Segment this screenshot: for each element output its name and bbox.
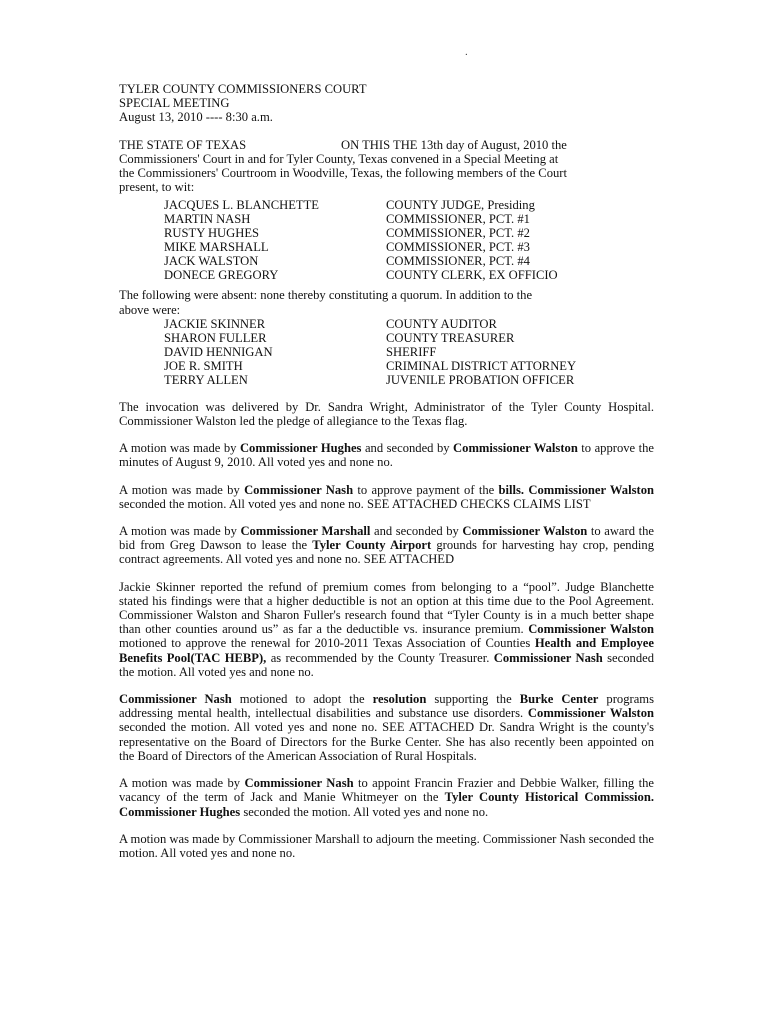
list-item [164, 331, 654, 345]
list-item [164, 317, 654, 331]
member-role: COMMISSIONER, PCT. #1 [386, 212, 530, 227]
official-name: SHARON FULLER [164, 330, 267, 345]
commissioner-name: Commissioner Walston [528, 482, 654, 497]
intro-line-3: the Commissioners' Courtroom in Woodville, Texas, the following members of the Court [119, 166, 567, 181]
airport-motion-paragraph: A motion was made by Commissioner Marshall and seconded by Commissioner Walston to award the bid from Greg Dawson to lease the Tyler County Airport grounds for harvesting hay crop, pending contract agreements. All voted yes and none no. SEE ATTACHED [119, 524, 654, 567]
commissioner-name: Commissioner Walston [453, 441, 578, 456]
list-item [164, 198, 654, 212]
intro-paragraph [119, 138, 654, 195]
commissioner-name: Commissioner Hughes [239, 441, 362, 456]
list-item [164, 345, 654, 359]
member-name: MIKE MARSHALL [164, 240, 269, 255]
present-members-list [119, 198, 654, 282]
member-role: COUNTY JUDGE, Presiding [386, 198, 535, 213]
official-name: JOE R. SMITH [164, 358, 243, 373]
other-officials-list [119, 317, 654, 387]
member-name: RUSTY HUGHES [164, 226, 260, 241]
official-role: COUNTY TREASURER [386, 330, 515, 345]
intro-date-text: ON THIS THE 13th day of August, 2010 the [341, 137, 567, 152]
resolution-term: resolution [372, 692, 427, 707]
insurance-motion-paragraph: Jackie Skinner reported the refund of premium comes from belonging to a “pool”. Judge Blanchette stated his findings were that a higher deductible is not an option at this time due to the Pool Agreement. Commissioner Walston and Sharon Fuller's research found that “Tyler County is in a much better shape than other counties around us” as far a the deductible vs. insurance premium. Commissioner Walston motioned to approve the renewal for 2010-2011 Texas Association of Counties Health and Employee Benefits Pool(TAC HEBP), as recommended by the County Treasurer. Commissioner Nash seconded the motion. All voted yes and none no. [119, 579, 655, 679]
airport-term: Tyler County Airport [312, 538, 432, 553]
document-header [119, 82, 654, 125]
official-role: COUNTY AUDITOR [386, 316, 497, 331]
scan-mark: . [465, 46, 468, 58]
commissioner-name: Commissioner Marshall [240, 524, 371, 539]
meeting-date: August 13, 2010 ---- 8:30 a.m. [119, 110, 273, 125]
state-label: THE STATE OF TEXAS [119, 137, 247, 152]
member-role: COMMISSIONER, PCT. #3 [386, 240, 530, 255]
commissioner-name: Commissioner Nash [119, 692, 232, 707]
list-item [164, 240, 654, 254]
intro-line-2: Commissioners' Court in and for Tyler County, Texas convened in a Special Meeting at [119, 151, 559, 166]
adjourn-paragraph: A motion was made by Commissioner Marshall to adjourn the meeting. Commissioner Nash seconded the motion. All voted yes and none no. [119, 831, 654, 860]
absent-line-1: The following were absent: none thereby constituting a quorum. In addition to the [119, 288, 533, 303]
official-role: JUVENILE PROBATION OFFICER [386, 372, 575, 387]
list-item [164, 359, 654, 373]
official-name: TERRY ALLEN [164, 372, 248, 387]
historical-commission-paragraph: A motion was made by Commissioner Nash to appoint Francin Frazier and Debbie Walker, filling the vacancy of the term of Jack and Manie Whitmeyer on the Tyler County Historical Commission. Commissioner Hughes seconded the motion. All voted yes and none no. [119, 776, 654, 819]
absent-line-2: above were: [119, 302, 181, 317]
commissioner-name: Commissioner Walston [528, 622, 654, 637]
member-role: COMMISSIONER, PCT. #2 [386, 226, 530, 241]
list-item [164, 373, 654, 387]
member-name: JACK WALSTON [164, 254, 259, 269]
member-name: JACQUES L. BLANCHETTE [164, 198, 319, 213]
invocation-paragraph: The invocation was delivered by Dr. Sandra Wright, Administrator of the Tyler County Hospital. Commissioner Walston led the pledge of allegiance to the Texas flag. [119, 399, 654, 429]
court-title: TYLER COUNTY COMMISSIONERS COURT [119, 82, 367, 96]
official-role: CRIMINAL DISTRICT ATTORNEY [386, 358, 577, 373]
member-name: DONECE GREGORY [164, 268, 279, 283]
list-item [164, 268, 654, 282]
burke-center-term: Burke Center [519, 692, 599, 707]
burke-center-motion-paragraph: Commissioner Nash motioned to adopt the resolution supporting the Burke Center programs addressing mental health, intellectual disabilities and substance use disorders. Commissioner Walston seconded the motion. All voted yes and none no. SEE ATTACHED Dr. Sandra Wright is the county's representative on the Board of Directors for the Burke Center. She has also recently been appointed on the Board of Directors of the American Association of Rural Hospitals. [119, 692, 654, 763]
commissioner-name: Commissioner Nash [493, 650, 603, 665]
list-item [164, 254, 654, 268]
commissioner-name: Commissioner Hughes [119, 804, 241, 819]
member-role: COMMISSIONER, PCT. #4 [386, 254, 530, 269]
historical-commission-term: Tyler County Historical Commission. [444, 790, 654, 805]
official-name: DAVID HENNIGAN [164, 344, 273, 359]
minutes-content [119, 82, 654, 860]
commissioner-name: Commissioner Nash [244, 482, 354, 497]
minutes-motion-paragraph: A motion was made by Commissioner Hughes and seconded by Commissioner Walston to approve the minutes of August 9, 2010. All voted yes and none no. [119, 441, 655, 470]
commissioner-name: Commissioner Walston [527, 706, 654, 721]
official-name: JACKIE SKINNER [164, 316, 266, 331]
commissioner-name: Commissioner Nash [244, 776, 354, 791]
bills-term: bills. [498, 482, 525, 497]
intro-line-4: present, to wit: [119, 180, 195, 195]
member-role: COUNTY CLERK, EX OFFICIO [386, 268, 558, 283]
absent-paragraph [119, 288, 654, 316]
benefits-pool-term: Health and Employee Benefits Pool(TAC HEBP), [119, 636, 654, 665]
commissioner-name: Commissioner Walston [462, 524, 588, 539]
list-item [164, 212, 654, 226]
official-role: SHERIFF [386, 344, 437, 359]
bills-motion-paragraph: A motion was made by Commissioner Nash to approve payment of the bills. Commissioner Walston seconded the motion. All voted yes and none no. SEE ATTACHED CHECKS CLAIMS LIST [119, 482, 654, 511]
list-item [164, 226, 654, 240]
member-name: MARTIN NASH [164, 212, 251, 227]
meeting-type: SPECIAL MEETING [119, 96, 230, 111]
